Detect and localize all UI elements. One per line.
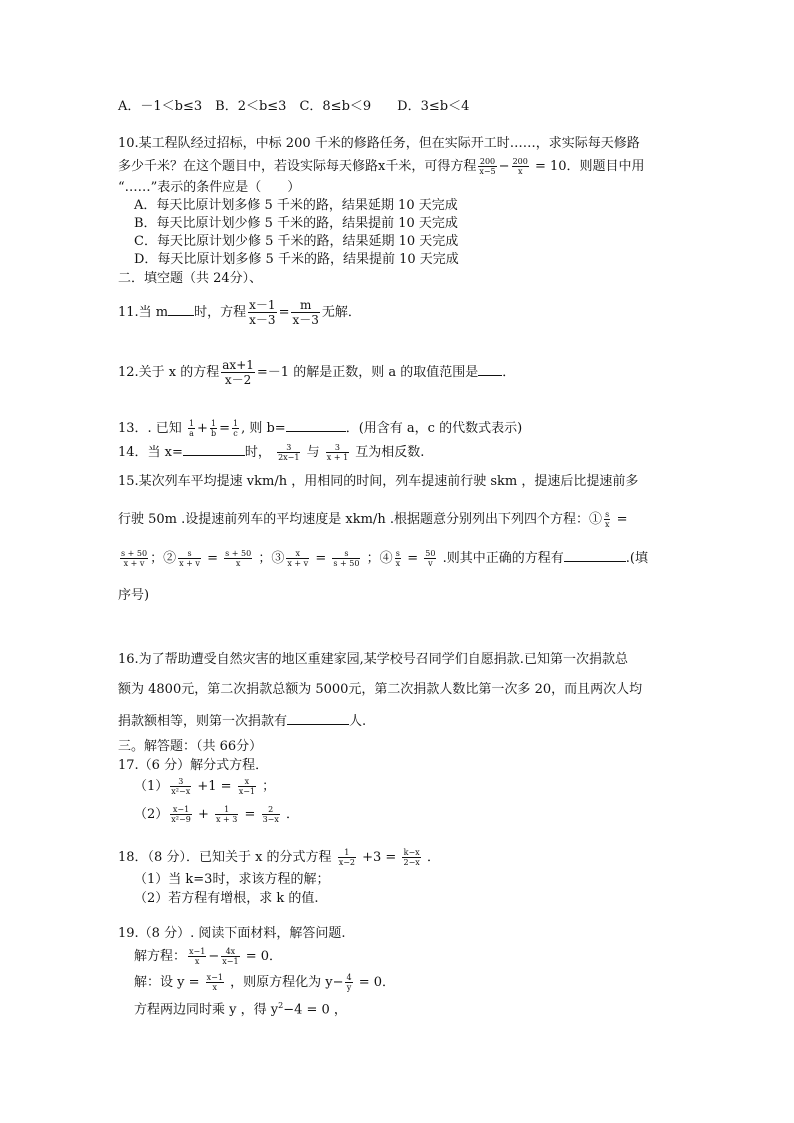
q16-l3b: 人. xyxy=(349,714,367,729)
q10-text-b: = 10．则题目中用 xyxy=(534,159,645,174)
q11-frac-2 xyxy=(291,298,319,327)
q17-b2b: = xyxy=(244,807,256,822)
q12-blank xyxy=(478,362,502,376)
q15-sep-4: ；④ xyxy=(366,551,393,566)
q15-f3-den: x xyxy=(235,559,241,568)
q13-b: , 则 b= xyxy=(241,421,286,436)
q19-frac-1 xyxy=(188,947,206,966)
q11-f2-den: x－3 xyxy=(292,313,319,327)
q16-blank xyxy=(287,711,349,725)
q19-line1 xyxy=(134,947,282,966)
q14 xyxy=(118,442,424,462)
q15-frac-2 xyxy=(178,549,201,568)
q19-f4-den: y xyxy=(346,983,352,992)
q12-c: ． xyxy=(502,365,516,380)
q15-f5-den: s + 50 xyxy=(333,559,360,568)
q15-f6-num: s xyxy=(395,549,400,558)
q15-f2-num: s xyxy=(178,549,201,559)
q17-frac-b3 xyxy=(262,805,280,824)
q19-l2a: 解：设 y = xyxy=(134,975,200,990)
q13-frac-3 xyxy=(232,419,239,438)
q15-f5-num: s xyxy=(332,549,360,559)
q17-title: 17.（6 分）解分式方程． xyxy=(118,758,269,773)
q15-f2-den: x + v xyxy=(179,559,200,568)
q11-f1-den: x－3 xyxy=(249,313,276,327)
q15-f0-num: s xyxy=(605,510,610,519)
q15-f3-num: s + 50 xyxy=(225,549,252,558)
q17-a2-num: x xyxy=(238,777,256,787)
q19-frac-2 xyxy=(221,947,239,966)
q11-c: 无解． xyxy=(321,305,361,320)
q10-text-a: 多少千米？在这个题目中，若设实际每天修路x千米，可得方程 xyxy=(118,159,477,174)
q17-frac-a1 xyxy=(170,777,191,796)
q15-line1: 15.某次列车平均提速 vkm/h ，用相同的时间，列车提速前行驶 skm ，提速后比提速前多 xyxy=(118,474,639,489)
q17-a1e: ； xyxy=(262,779,276,794)
q18-a: 18．（8 分）．已知关于 x 的分式方程 xyxy=(118,850,332,865)
q10-f1-num: 200 xyxy=(479,157,496,166)
q14-f1-num: 3 xyxy=(277,443,300,453)
q12-a: 12.关于 x 的方程 xyxy=(118,365,220,380)
q13 xyxy=(118,418,522,438)
q13-f1-num: 1 xyxy=(188,419,195,428)
q15-f1-den: x + v xyxy=(123,559,145,568)
q13-blank xyxy=(286,418,346,432)
q15-line3 xyxy=(118,548,648,568)
q15-sep-3: ；③ xyxy=(258,551,285,566)
q17-b2-den: x + 3 xyxy=(215,815,238,824)
q13-frac-2 xyxy=(210,419,217,438)
q19-f2-num: 4x xyxy=(221,947,239,957)
q14-f1-den: 2x−1 xyxy=(278,453,300,462)
q17-a2-den: x−1 xyxy=(238,787,256,796)
q10-option-a: A．每天比原计划多修 5 千米的路，结果延期 10 天完成 xyxy=(134,198,458,213)
q15-eq-4: = xyxy=(407,551,419,566)
q19-frac-3 xyxy=(206,973,224,992)
q17-frac-a2 xyxy=(238,777,256,796)
q15-end: .则其中正确的方程有 xyxy=(442,551,564,566)
q13-a: 13．. 已知 xyxy=(118,421,182,436)
q18-f2-den: 2−x xyxy=(403,858,420,867)
q17-p1: （1） xyxy=(134,779,169,794)
q12-frac xyxy=(221,358,255,387)
q11 xyxy=(118,298,361,327)
q17-b3-num: 2 xyxy=(262,805,280,815)
q12-f-num: ax+1 xyxy=(222,358,254,372)
q15-eq-3: = xyxy=(315,551,327,566)
section-2-heading: 二．填空题（共 24分）、 xyxy=(118,271,263,286)
q16-l3a: 捐款额相等，则第一次捐款有 xyxy=(118,714,288,729)
q14-b: 时， xyxy=(244,445,271,460)
q19-line2 xyxy=(134,973,395,992)
q11-blank xyxy=(168,302,194,316)
q16-line3 xyxy=(118,711,366,731)
q19-minus: − xyxy=(208,949,220,964)
q19-l3a: 方程两边同时乘 y ，得 y xyxy=(134,1002,279,1018)
q14-frac-1 xyxy=(277,443,300,462)
q17-a1-num: 3 xyxy=(170,777,191,787)
q12-b: =－1 的解是正数，则 a 的取值范围是 xyxy=(256,365,479,380)
q18-sub1: （1）当 k=3时，求该方程的解； xyxy=(134,872,330,887)
q19-f4-num: 4 xyxy=(346,973,352,982)
q18-b: +3 = xyxy=(362,850,397,865)
q10-f1-den: x−5 xyxy=(479,167,496,176)
q13-frac-1 xyxy=(188,419,195,438)
q11-f2-num: m xyxy=(291,298,319,313)
q19-l3b: −4 = 0 ， xyxy=(283,1002,347,1018)
q18-sub2: （2）若方程有增根，求 k 的值. xyxy=(134,891,319,906)
q15-frac-1 xyxy=(120,549,148,568)
q15-f7-num: 50 xyxy=(425,549,436,558)
q13-c: ．(用含有 a，c 的代数式表示) xyxy=(345,421,523,436)
q17-b3-den: 3−x xyxy=(262,815,279,824)
q10-option-b: B．每天比原计划少修 5 千米的路，结果提前 10 天完成 xyxy=(134,216,458,231)
q17-b2e: ． xyxy=(286,807,300,822)
q18-c: ． xyxy=(426,850,440,865)
q15-f1-num: s + 50 xyxy=(121,549,148,558)
q19-l2c: = 0． xyxy=(358,975,396,990)
q14-frac-2 xyxy=(326,443,349,462)
q17-b2-num: 1 xyxy=(215,805,238,815)
q15-frac-3 xyxy=(224,549,252,568)
q17-a1b: +1 = xyxy=(197,779,232,794)
q10-frac-1 xyxy=(478,157,496,176)
q15-line4: 序号) xyxy=(118,588,150,603)
q19-f3-den: x xyxy=(212,983,218,992)
q17-p2: （2） xyxy=(134,807,169,822)
q17-b1-num: x−1 xyxy=(170,805,192,815)
q17-part2 xyxy=(134,805,299,824)
q10-f2-num: 200 xyxy=(512,157,528,166)
q13-f2-num: 1 xyxy=(210,419,217,428)
q15-f4-den: x + v xyxy=(287,559,309,568)
q18-stem xyxy=(118,848,440,867)
q12-f-den: x－2 xyxy=(224,373,252,387)
q19-l2b: ，则原方程化为 y− xyxy=(230,975,344,990)
q19-f1-num: x−1 xyxy=(189,947,206,956)
q14-a: 14．当 x= xyxy=(118,445,183,460)
q19-line3 xyxy=(134,997,347,1019)
q14-d: 互为相反数. xyxy=(355,445,425,460)
q15-blank xyxy=(564,548,626,562)
q10-line3: “……”表示的条件应是（ ） xyxy=(118,180,301,195)
q10-line2: 多少千米？在这个题目中，若设实际每天修路x千米，可得方程 $\frac{200}{x-5}$ − $\frac{200}{x}$ = 10．则题目中用 xyxy=(118,157,645,176)
q17-b1-den: x²−9 xyxy=(171,815,191,824)
q15-frac-7 xyxy=(424,549,436,568)
q15-frac-4 xyxy=(286,549,309,568)
q15-eq-2: = xyxy=(207,551,218,566)
q15-l2: 行驶 50m .设提速前列车的平均速度是 xkm/h .根据题意分别列出下列四个方程：① xyxy=(118,512,602,527)
q15-frac-5 xyxy=(332,549,360,568)
q14-f2-num: 3 xyxy=(326,443,349,453)
q15-f6-den: x xyxy=(395,559,401,568)
q9-options: A．－1＜b≤3 B．2＜b≤3 C．8≤b＜9 D．3≤b＜4 xyxy=(118,99,470,114)
q16-line2: 额为 4800元，第二次捐款总额为 5000元，第二次捐款人数比第一次多 20，而且两次人均 xyxy=(118,682,643,697)
q19-frac-4 xyxy=(345,973,352,992)
q12 xyxy=(118,358,515,387)
q15-line2 xyxy=(118,510,628,529)
q10-option-c: C．每天比原计划少修 5 千米的路，结果延期 10 天完成 xyxy=(134,234,459,249)
q17-frac-b1 xyxy=(170,805,192,824)
q15-eq-0: = xyxy=(616,512,628,527)
q18-frac-1 xyxy=(338,848,356,867)
q17-a1-den: x²−x xyxy=(171,787,191,796)
q18-f2-num: k−x xyxy=(403,848,420,857)
q19-f1-den: x xyxy=(194,957,200,966)
q10-option-d: D．每天比原计划多修 5 千米的路，结果提前 10 天完成 xyxy=(134,252,459,267)
q13-f3-num: 1 xyxy=(232,419,239,428)
q15-f4-num: x xyxy=(286,549,309,559)
q16-line1: 16.为了帮助遭受自然灾害的地区重建家园,某学校号召同学们自愿捐款.已知第一次捐款总 xyxy=(118,652,628,667)
q11-eq: = xyxy=(278,305,290,320)
q17-b1b: + xyxy=(197,807,209,822)
q19-title: 19.（8 分）. 阅读下面材料，解答问题. xyxy=(118,926,346,941)
q19-l1b: = 0． xyxy=(245,949,282,964)
q14-c: 与 xyxy=(306,445,320,460)
q15-f0-den: x xyxy=(604,520,610,529)
q19-f3-num: x−1 xyxy=(206,973,223,982)
q10-f2-den: x xyxy=(517,167,523,176)
q13-f3-den: c xyxy=(233,429,238,438)
q17-part1 xyxy=(134,777,275,796)
section-3-heading: 三。解答题：（共 66分） xyxy=(118,739,263,754)
q19-sup: 2 xyxy=(278,1001,284,1010)
q11-f1-num: x－1 xyxy=(249,298,276,312)
q13-eq: = xyxy=(219,421,230,436)
q19-l1a: 解方程： xyxy=(134,949,187,964)
q11-frac-1 xyxy=(248,298,276,327)
q14-blank xyxy=(183,442,245,456)
q10-frac-2 xyxy=(512,157,529,176)
q17-frac-b2 xyxy=(215,805,238,824)
q19-f2-den: x−1 xyxy=(222,957,239,966)
q14-f2-den: x + 1 xyxy=(326,453,349,462)
q15-f7-den: v xyxy=(428,559,433,568)
q15-frac-0 xyxy=(604,510,611,529)
q15-sep-2: ；② xyxy=(150,551,177,566)
q18-f1-num: 1 xyxy=(338,848,356,858)
q13-f2-den: b xyxy=(210,429,217,438)
q10-line1: 10.某工程队经过招标，中标 200 千米的修路任务，但在实际开工时……，求实际每天修路 xyxy=(118,136,640,151)
q15-tail: .(填 xyxy=(625,551,648,566)
q13-plus: + xyxy=(197,421,208,436)
q15-frac-6 xyxy=(395,549,402,568)
q11-b: 时，方程 xyxy=(194,305,247,320)
q18-frac-2 xyxy=(402,848,420,867)
q11-a: 11.当 m xyxy=(118,305,169,320)
q18-f1-den: x−2 xyxy=(338,858,355,867)
q13-f1-den: a xyxy=(189,429,194,438)
